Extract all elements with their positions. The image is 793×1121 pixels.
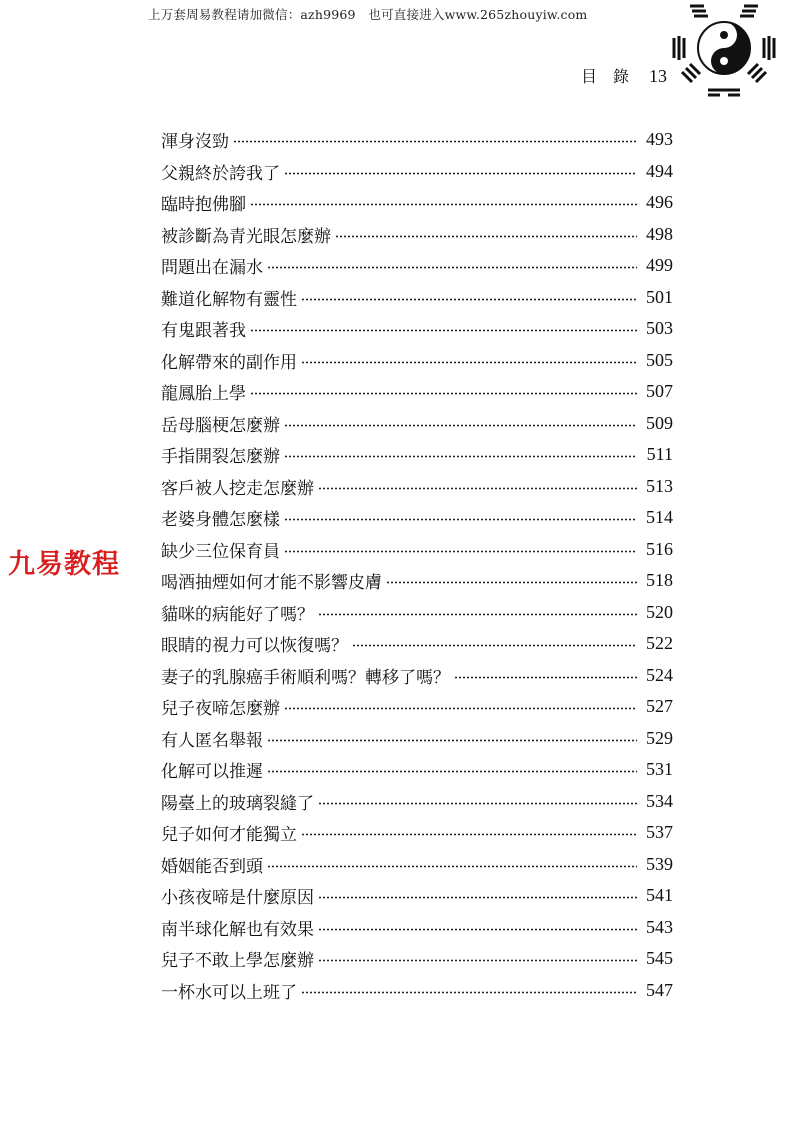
toc-dot-leader [284, 518, 637, 521]
toc-entry[interactable] [161, 471, 673, 503]
toc-dot-leader [454, 676, 637, 679]
toc-entry-page: 498 [646, 223, 673, 244]
toc-entry[interactable] [161, 534, 673, 566]
toc-entry-page: 501 [646, 286, 673, 307]
toc-dot-leader [250, 329, 637, 332]
toc-entry-title: 有鬼跟著我 [161, 321, 246, 342]
toc-dot-leader [284, 424, 637, 427]
toc-entry-page: 518 [646, 570, 673, 591]
toc-entry-page: 531 [646, 759, 673, 780]
toc-entry-title: 陽臺上的玻璃裂縫了 [161, 793, 314, 814]
toc-entry-title: 小孩夜啼是什麼原因 [161, 888, 314, 909]
toc-dot-leader [267, 770, 637, 773]
toc-dot-leader [301, 361, 637, 364]
toc-entry-title: 眼睛的視力可以恢復嗎？ [161, 636, 348, 657]
toc-dot-leader [284, 455, 637, 458]
toc-dot-leader [250, 392, 637, 395]
toc-entry[interactable] [161, 439, 673, 471]
toc-entry-title: 問題出在漏水 [161, 258, 263, 279]
toc-dot-leader [284, 172, 637, 175]
toc-entry-page: 516 [646, 538, 673, 559]
toc-entry-title: 客戶被人挖走怎麼辦 [161, 478, 314, 499]
table-of-contents [161, 124, 673, 1006]
toc-entry[interactable] [161, 156, 673, 188]
toc-dot-leader [301, 833, 637, 836]
side-brand-watermark: 九易教程 [8, 549, 120, 580]
toc-entry[interactable] [161, 124, 673, 156]
toc-entry-page: 547 [646, 979, 673, 1000]
toc-entry-page: 527 [646, 696, 673, 717]
toc-entry[interactable] [161, 565, 673, 597]
toc-entry-page: 505 [646, 349, 673, 370]
toc-entry-page: 529 [646, 727, 673, 748]
toc-entry-title: 貓咪的病能好了嗎？ [161, 604, 314, 625]
toc-entry[interactable] [161, 597, 673, 629]
toc-entry[interactable] [161, 975, 673, 1007]
toc-entry[interactable] [161, 376, 673, 408]
toc-entry-title: 一杯水可以上班了 [161, 982, 297, 1003]
toc-entry-page: 522 [646, 633, 673, 654]
toc-entry-title: 有人匿名舉報 [161, 730, 263, 751]
toc-dot-leader [284, 550, 637, 553]
toc-entry-title: 手指開裂怎麼辦 [161, 447, 280, 468]
toc-entry-page: 514 [646, 507, 673, 528]
toc-dot-leader [352, 644, 637, 647]
toc-dot-leader [267, 739, 637, 742]
toc-dot-leader [318, 487, 637, 490]
page-number: 13 [649, 66, 667, 86]
toc-entry[interactable] [161, 408, 673, 440]
toc-entry[interactable] [161, 912, 673, 944]
toc-entry-page: 503 [646, 318, 673, 339]
toc-entry-page: 539 [646, 853, 673, 874]
toc-entry-page: 543 [646, 916, 673, 937]
toc-entry-title: 岳母腦梗怎麼辦 [161, 415, 280, 436]
toc-entry-title: 缺少三位保育員 [161, 541, 280, 562]
toc-entry-title: 喝酒抽煙如何才能不影響皮膚 [161, 573, 382, 594]
toc-dot-leader [318, 896, 637, 899]
toc-entry-page: 534 [646, 790, 673, 811]
toc-entry-title: 兒子如何才能獨立 [161, 825, 297, 846]
toc-entry-title: 南半球化解也有效果 [161, 919, 314, 940]
toc-entry-page: 537 [646, 822, 673, 843]
toc-entry-page: 499 [646, 255, 673, 276]
toc-entry-title: 父親終於誇我了 [161, 163, 280, 184]
toc-dot-leader [301, 991, 637, 994]
toc-entry-title: 妻子的乳腺癌手術順利嗎？轉移了嗎？ [161, 667, 450, 688]
toc-entry[interactable] [161, 660, 673, 692]
toc-entry[interactable] [161, 628, 673, 660]
toc-dot-leader [318, 928, 637, 931]
toc-entry-title: 老婆身體怎麼樣 [161, 510, 280, 531]
toc-dot-leader [318, 613, 637, 616]
toc-entry-page: 541 [646, 885, 673, 906]
toc-entry-page: 496 [646, 192, 673, 213]
toc-entry[interactable] [161, 187, 673, 219]
toc-entry[interactable] [161, 723, 673, 755]
toc-entry[interactable] [161, 219, 673, 251]
toc-entry-title: 被診斷為青光眼怎麼辦 [161, 226, 331, 247]
toc-entry-title: 渾身沒勁 [161, 132, 229, 153]
toc-entry[interactable] [161, 282, 673, 314]
toc-entry-title: 兒子不敢上學怎麼辦 [161, 951, 314, 972]
toc-dot-leader [318, 802, 637, 805]
toc-entry[interactable] [161, 786, 673, 818]
toc-dot-leader [250, 203, 637, 206]
toc-entry[interactable] [161, 691, 673, 723]
toc-entry[interactable] [161, 943, 673, 975]
toc-entry-page: 513 [646, 475, 673, 496]
toc-dot-leader [267, 266, 637, 269]
toc-entry[interactable] [161, 502, 673, 534]
toc-entry-page: 545 [646, 948, 673, 969]
toc-entry[interactable] [161, 313, 673, 345]
toc-entry-title: 婚姻能否到頭 [161, 856, 263, 877]
toc-dot-leader [267, 865, 637, 868]
toc-dot-leader [301, 298, 637, 301]
toc-entry[interactable] [161, 880, 673, 912]
toc-entry-page: 520 [646, 601, 673, 622]
toc-dot-leader [318, 959, 637, 962]
toc-entry-title: 臨時抱佛腳 [161, 195, 246, 216]
toc-entry-page: 511 [646, 444, 673, 465]
toc-dot-leader [284, 707, 637, 710]
toc-entry-title: 難道化解物有靈性 [161, 289, 297, 310]
toc-entry-page: 509 [646, 412, 673, 433]
toc-entry[interactable] [161, 345, 673, 377]
toc-entry-page: 493 [646, 129, 673, 150]
watermark-text: 上万套周易教程请加微信：azh9969 也可直接进入www.265zhouyiw.com [148, 7, 588, 22]
toc-entry[interactable] [161, 250, 673, 282]
running-header [581, 64, 667, 87]
bagua-taiji-icon [668, 0, 780, 104]
toc-entry-title: 化解帶來的副作用 [161, 352, 297, 373]
toc-dot-leader [233, 140, 637, 143]
toc-entry-page: 507 [646, 381, 673, 402]
section-title: 目錄 [580, 67, 645, 86]
toc-entry-page: 494 [646, 160, 673, 181]
toc-entry-title: 龍鳳胎上學 [161, 384, 246, 405]
toc-entry-page: 524 [646, 664, 673, 685]
toc-entry[interactable] [161, 849, 673, 881]
toc-entry[interactable] [161, 754, 673, 786]
toc-entry-title: 兒子夜啼怎麼辦 [161, 699, 280, 720]
toc-dot-leader [386, 581, 637, 584]
toc-entry[interactable] [161, 817, 673, 849]
toc-entry-title: 化解可以推遲 [161, 762, 263, 783]
toc-dot-leader [335, 235, 637, 238]
